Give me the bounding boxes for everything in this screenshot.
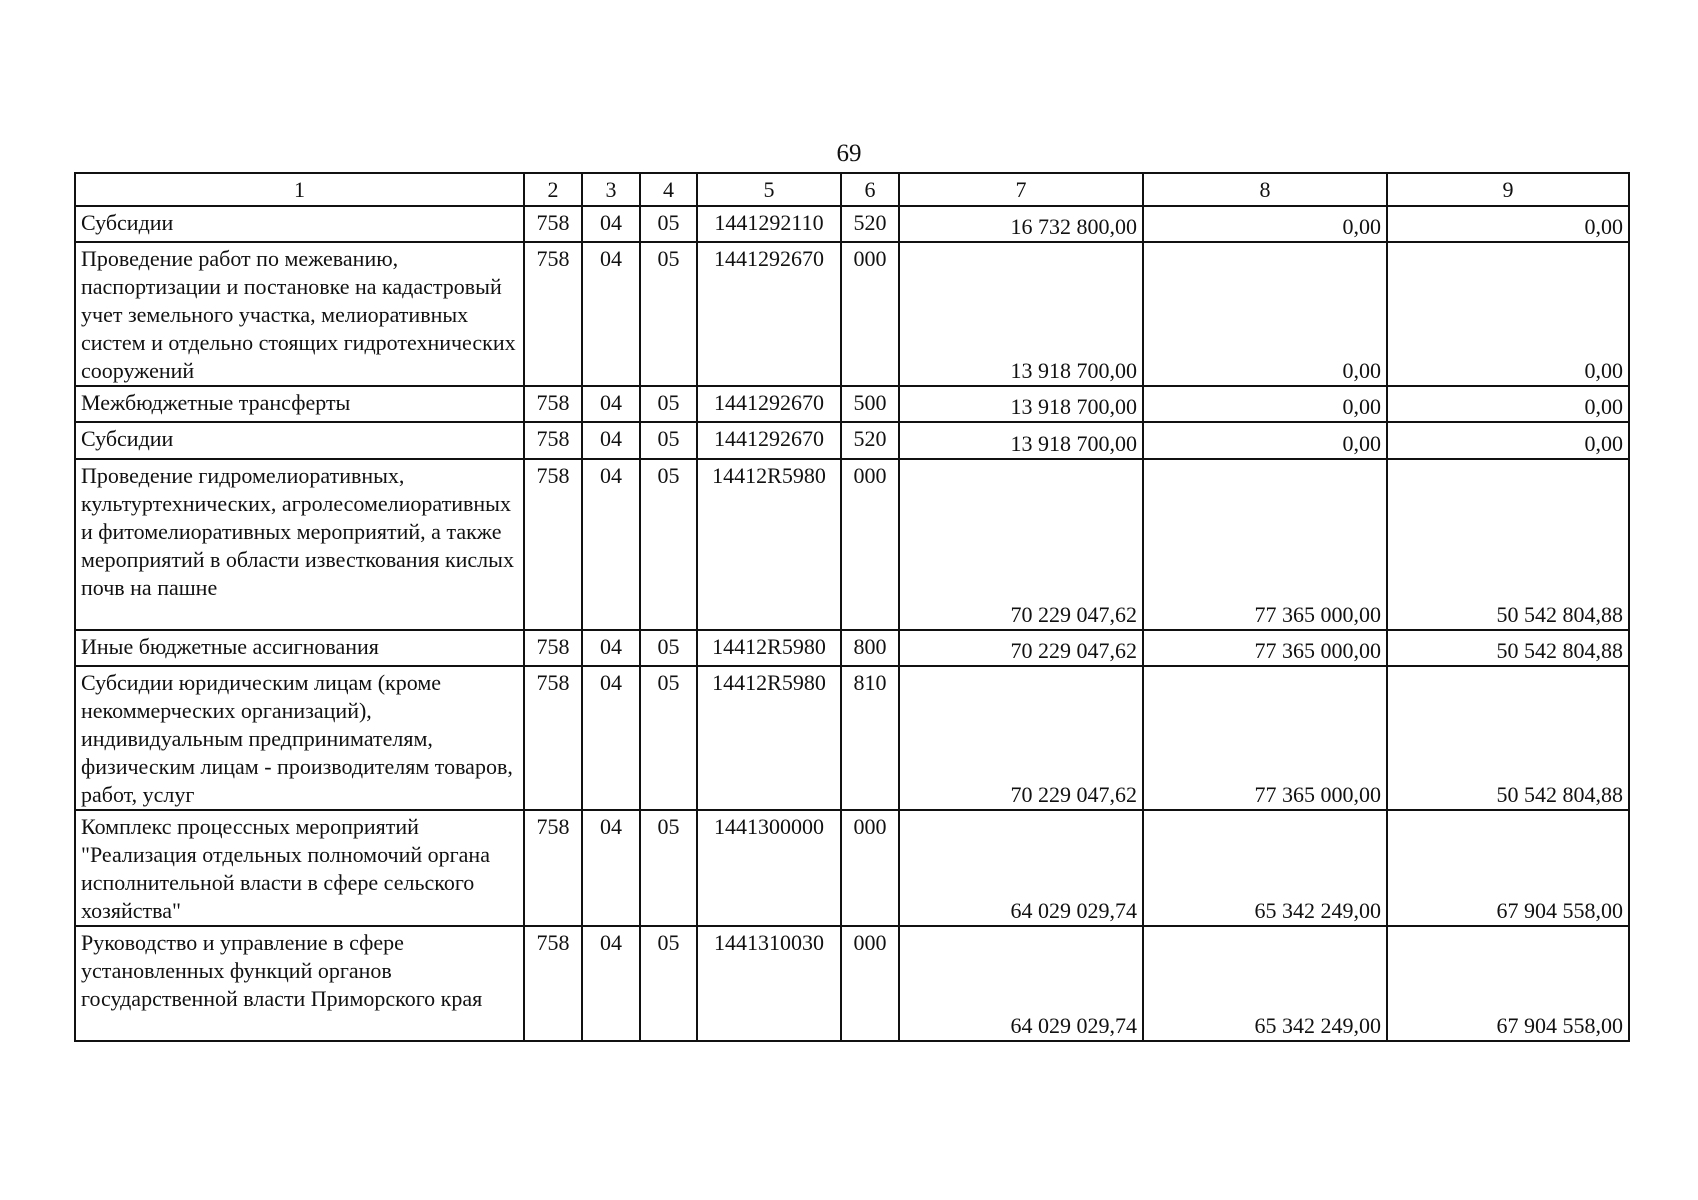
column-header: 5 <box>697 173 841 206</box>
column-header: 7 <box>899 173 1143 206</box>
cell-col-4: 05 <box>640 386 697 422</box>
row-description: Субсидии <box>75 206 524 242</box>
cell-col-4: 05 <box>640 242 697 386</box>
column-header: 9 <box>1387 173 1629 206</box>
cell-col-3: 04 <box>582 206 640 242</box>
cell-col-6: 000 <box>841 926 899 1041</box>
cell-col-5: 1441292670 <box>697 386 841 422</box>
table-row <box>75 926 1629 1041</box>
budget-table <box>74 172 1630 1042</box>
table-row <box>75 422 1629 459</box>
amount-col-8: 77 365 000,00 <box>1143 630 1387 666</box>
amount-col-9: 50 542 804,88 <box>1387 666 1629 810</box>
cell-col-2: 758 <box>524 386 582 422</box>
cell-col-3: 04 <box>582 926 640 1041</box>
cell-col-4: 05 <box>640 666 697 810</box>
row-description: Межбюджетные трансферты <box>75 386 524 422</box>
amount-col-7: 13 918 700,00 <box>899 422 1143 459</box>
row-description: Субсидии юридическим лицам (кроме некоммерческих организаций), индивидуальным предпринимателям, физическим лицам - производителям товаров, работ, услуг <box>75 666 524 810</box>
cell-col-4: 05 <box>640 422 697 459</box>
cell-col-2: 758 <box>524 666 582 810</box>
cell-col-5: 1441300000 <box>697 810 841 926</box>
cell-col-5: 14412R5980 <box>697 630 841 666</box>
table-row <box>75 459 1629 630</box>
column-header: 3 <box>582 173 640 206</box>
cell-col-5: 1441292110 <box>697 206 841 242</box>
table-row <box>75 810 1629 926</box>
column-header: 6 <box>841 173 899 206</box>
cell-col-6: 520 <box>841 206 899 242</box>
cell-col-2: 758 <box>524 810 582 926</box>
amount-col-8: 0,00 <box>1143 422 1387 459</box>
cell-col-4: 05 <box>640 459 697 630</box>
amount-col-9: 0,00 <box>1387 422 1629 459</box>
cell-col-2: 758 <box>524 459 582 630</box>
amount-col-7: 13 918 700,00 <box>899 386 1143 422</box>
cell-col-3: 04 <box>582 810 640 926</box>
table-row <box>75 666 1629 810</box>
amount-col-9: 50 542 804,88 <box>1387 459 1629 630</box>
row-description: Иные бюджетные ассигнования <box>75 630 524 666</box>
cell-col-6: 000 <box>841 810 899 926</box>
amount-col-9: 0,00 <box>1387 206 1629 242</box>
amount-col-7: 16 732 800,00 <box>899 206 1143 242</box>
cell-col-4: 05 <box>640 630 697 666</box>
cell-col-6: 000 <box>841 242 899 386</box>
amount-col-7: 70 229 047,62 <box>899 666 1143 810</box>
amount-col-9: 50 542 804,88 <box>1387 630 1629 666</box>
cell-col-3: 04 <box>582 386 640 422</box>
amount-col-8: 65 342 249,00 <box>1143 810 1387 926</box>
cell-col-3: 04 <box>582 459 640 630</box>
cell-col-4: 05 <box>640 206 697 242</box>
table-row <box>75 630 1629 666</box>
cell-col-5: 1441292670 <box>697 242 841 386</box>
cell-col-6: 810 <box>841 666 899 810</box>
amount-col-7: 64 029 029,74 <box>899 926 1143 1041</box>
column-header: 4 <box>640 173 697 206</box>
cell-col-2: 758 <box>524 206 582 242</box>
amount-col-9: 0,00 <box>1387 386 1629 422</box>
row-description: Субсидии <box>75 422 524 459</box>
column-header: 8 <box>1143 173 1387 206</box>
table-row <box>75 206 1629 242</box>
amount-col-8: 77 365 000,00 <box>1143 666 1387 810</box>
cell-col-5: 14412R5980 <box>697 459 841 630</box>
table-row <box>75 386 1629 422</box>
header-row <box>75 173 1629 206</box>
cell-col-6: 500 <box>841 386 899 422</box>
cell-col-2: 758 <box>524 422 582 459</box>
row-description: Проведение гидромелиоративных, культуртехнических, агролесомелиоративных и фитомелиоративных мероприятий, а также мероприятий в области известкования кислых почв на пашне <box>75 459 524 630</box>
amount-col-8: 77 365 000,00 <box>1143 459 1387 630</box>
cell-col-5: 14412R5980 <box>697 666 841 810</box>
cell-col-4: 05 <box>640 810 697 926</box>
amount-col-7: 13 918 700,00 <box>899 242 1143 386</box>
amount-col-8: 0,00 <box>1143 206 1387 242</box>
cell-col-6: 520 <box>841 422 899 459</box>
column-header: 2 <box>524 173 582 206</box>
amount-col-7: 70 229 047,62 <box>899 459 1143 630</box>
page-number: 69 <box>836 140 862 167</box>
amount-col-8: 65 342 249,00 <box>1143 926 1387 1041</box>
table-row <box>75 242 1629 386</box>
amount-col-9: 67 904 558,00 <box>1387 926 1629 1041</box>
cell-col-3: 04 <box>582 422 640 459</box>
column-header: 1 <box>75 173 524 206</box>
cell-col-3: 04 <box>582 242 640 386</box>
amount-col-7: 70 229 047,62 <box>899 630 1143 666</box>
amount-col-8: 0,00 <box>1143 386 1387 422</box>
row-description: Комплекс процессных мероприятий "Реализация отдельных полномочий органа исполнительной власти в сфере сельского хозяйства" <box>75 810 524 926</box>
cell-col-5: 1441310030 <box>697 926 841 1041</box>
cell-col-6: 000 <box>841 459 899 630</box>
cell-col-2: 758 <box>524 242 582 386</box>
row-description: Руководство и управление в сфере установленных функций органов государственной власти Приморского края <box>75 926 524 1041</box>
cell-col-2: 758 <box>524 630 582 666</box>
cell-col-5: 1441292670 <box>697 422 841 459</box>
amount-col-9: 0,00 <box>1387 242 1629 386</box>
cell-col-2: 758 <box>524 926 582 1041</box>
cell-col-4: 05 <box>640 926 697 1041</box>
row-description: Проведение работ по межеванию, паспортизации и постановке на кадастровый учет земельного участка, мелиоративных систем и отдельно стоящих гидротехнических сооружений <box>75 242 524 386</box>
amount-col-9: 67 904 558,00 <box>1387 810 1629 926</box>
amount-col-8: 0,00 <box>1143 242 1387 386</box>
cell-col-3: 04 <box>582 666 640 810</box>
amount-col-7: 64 029 029,74 <box>899 810 1143 926</box>
cell-col-6: 800 <box>841 630 899 666</box>
cell-col-3: 04 <box>582 630 640 666</box>
